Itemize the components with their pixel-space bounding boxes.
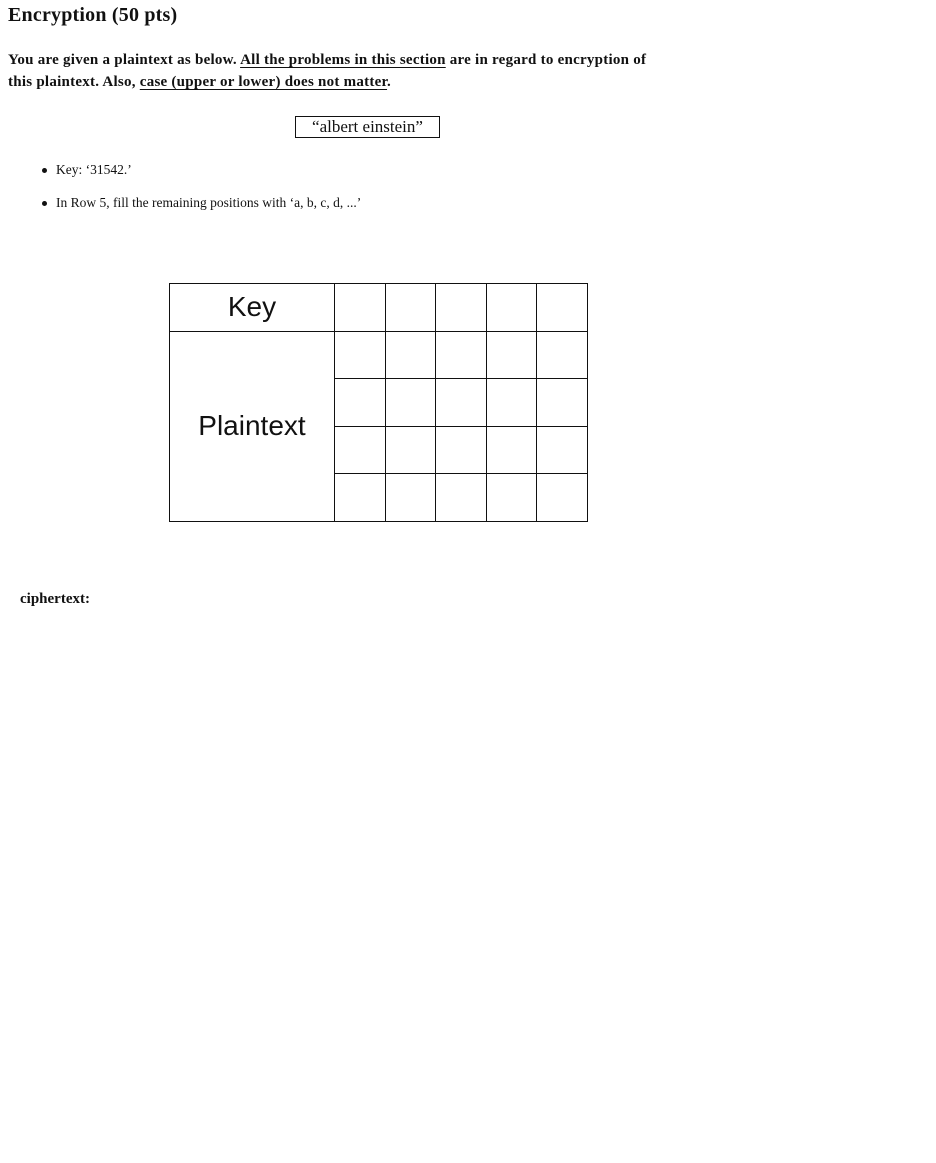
instructions-line-2 xyxy=(8,71,748,93)
instructions-text: You are given a plaintext as below. xyxy=(8,52,241,68)
instructions-line-1 xyxy=(8,49,748,71)
key-cell[interactable] xyxy=(436,284,487,332)
plaintext-cell[interactable] xyxy=(486,331,537,379)
plaintext-cell[interactable] xyxy=(537,474,588,522)
plaintext-cell[interactable] xyxy=(436,426,487,474)
key-cell[interactable] xyxy=(334,284,385,332)
instructions-text: . xyxy=(387,74,392,90)
plaintext-cell[interactable] xyxy=(486,379,537,427)
plaintext-cell[interactable] xyxy=(436,331,487,379)
instructions-text: are in regard to encryption of xyxy=(445,52,647,68)
plaintext-cell[interactable] xyxy=(537,379,588,427)
plaintext-cell[interactable] xyxy=(537,426,588,474)
bullet-dot-icon xyxy=(42,168,47,173)
key-label: Key xyxy=(170,284,335,332)
transposition-table xyxy=(169,283,588,522)
plaintext-cell[interactable] xyxy=(334,474,385,522)
plaintext-cell[interactable] xyxy=(537,331,588,379)
key-cell[interactable] xyxy=(486,284,537,332)
bullet-dot-icon xyxy=(42,201,47,206)
bullet-text: Key: ‘31542.’ xyxy=(56,162,132,177)
plaintext-cell[interactable] xyxy=(385,379,436,427)
key-cell[interactable] xyxy=(537,284,588,332)
bullet-item-key xyxy=(42,160,361,180)
key-row xyxy=(170,284,588,332)
instructions-text: this plaintext. Also, xyxy=(8,74,140,90)
plaintext-cell[interactable] xyxy=(334,426,385,474)
instructions-paragraph xyxy=(8,49,748,93)
underlined-phrase-case: case (upper or lower) does not matter xyxy=(139,74,388,90)
plaintext-cell[interactable] xyxy=(334,331,385,379)
bullet-text: In Row 5, fill the remaining positions with ‘a, b, c, d, ...’ xyxy=(56,195,362,210)
plaintext-cell[interactable] xyxy=(436,379,487,427)
plaintext-cell[interactable] xyxy=(385,474,436,522)
underlined-phrase-problems: All the problems in this section xyxy=(240,52,446,68)
plaintext-cell[interactable] xyxy=(436,474,487,522)
plaintext-cell[interactable] xyxy=(385,426,436,474)
plaintext-box: “albert einstein” xyxy=(295,116,440,138)
plaintext-cell[interactable] xyxy=(486,426,537,474)
section-title: Encryption (50 pts) xyxy=(8,4,178,26)
ciphertext-label: ciphertext: xyxy=(20,591,90,607)
plaintext-label: Plaintext xyxy=(170,331,335,521)
plaintext-cell[interactable] xyxy=(385,331,436,379)
plaintext-cell[interactable] xyxy=(334,379,385,427)
key-cell[interactable] xyxy=(385,284,436,332)
plaintext-cell[interactable] xyxy=(486,474,537,522)
bullet-item-row5 xyxy=(42,193,361,213)
bullet-list xyxy=(42,160,361,213)
plaintext-row-1 xyxy=(170,331,588,379)
